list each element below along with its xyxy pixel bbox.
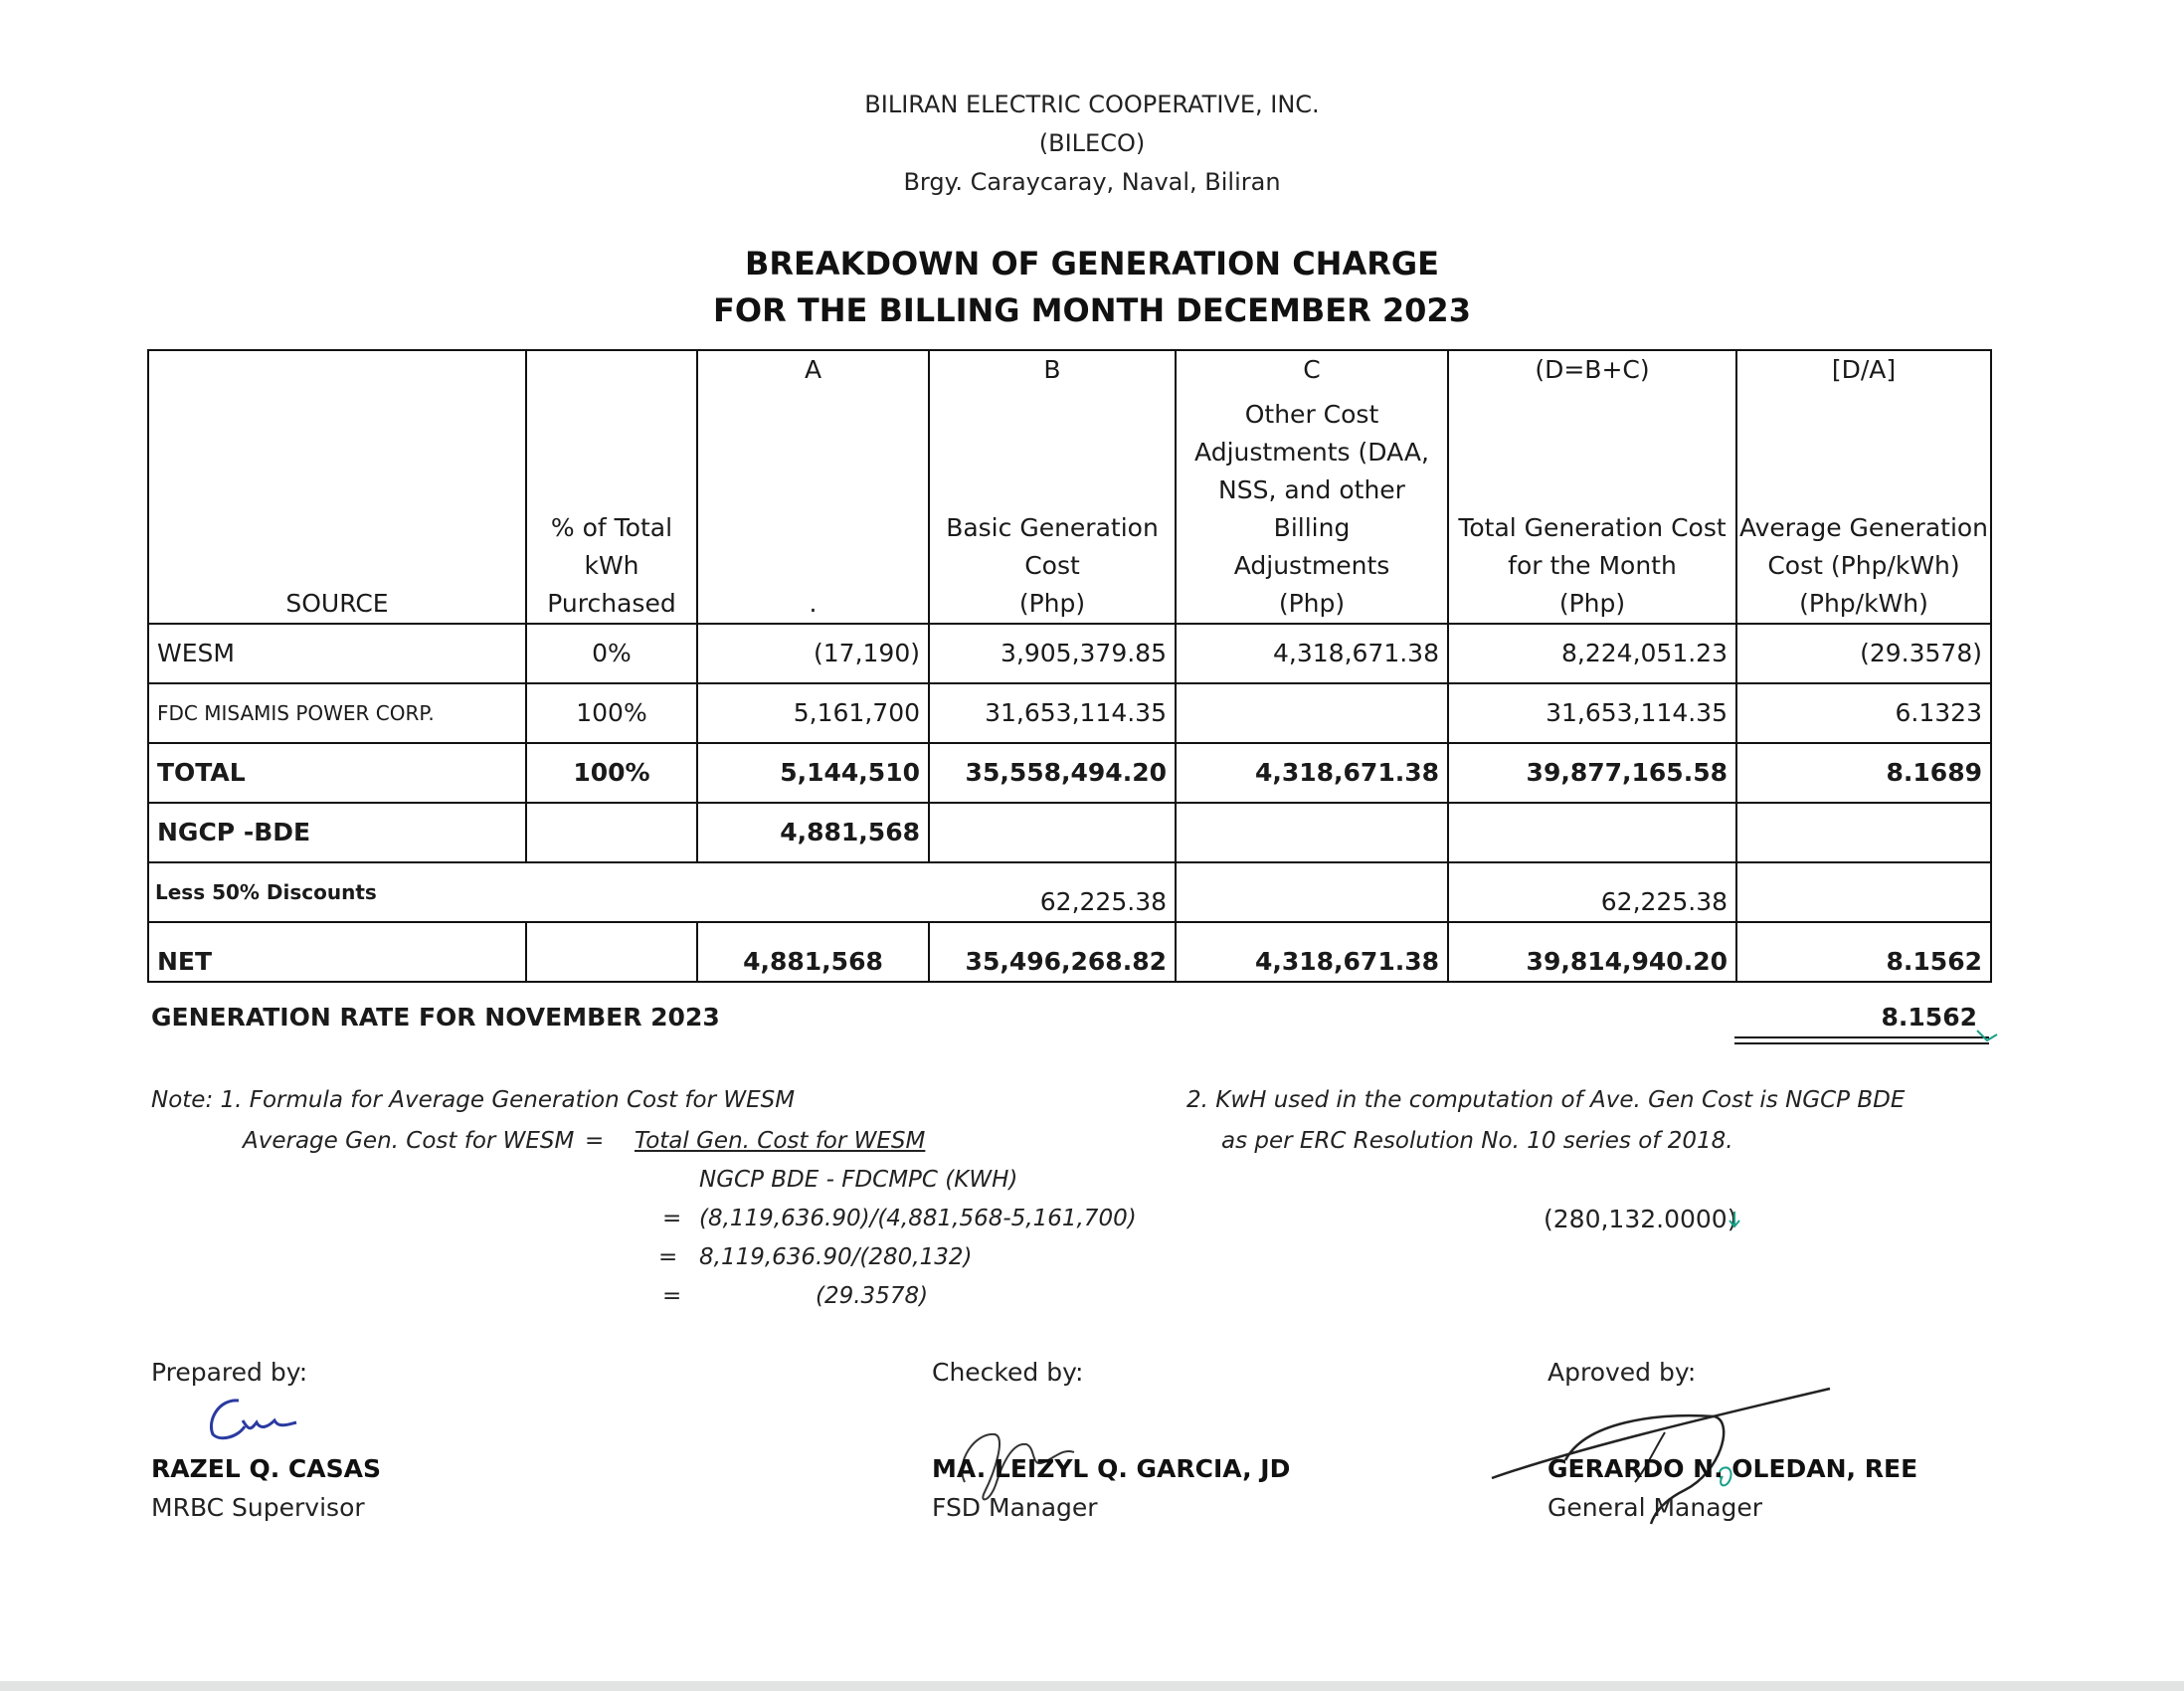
- cell-a: 4,881,568: [697, 803, 929, 862]
- header-col-a: [697, 350, 929, 624]
- prepared-by-label: Prepared by:: [151, 1358, 308, 1387]
- double-underline-top: [1734, 1036, 1989, 1038]
- cell-b: 62,225.38: [1039, 887, 1167, 916]
- header-c-line4: Adjustments: [1233, 551, 1390, 580]
- header-a-dot: .: [809, 589, 818, 618]
- document-title-line2: FOR THE BILLING MONTH DECEMBER 2023: [713, 291, 1471, 329]
- cell-d: [1448, 803, 1736, 862]
- note1-step3: (29.3578): [816, 1283, 929, 1309]
- header-b-line2: Cost: [1024, 551, 1080, 580]
- table-row-fdc: [148, 683, 1991, 743]
- cell-d: 39,814,940.20: [1448, 922, 1736, 982]
- cell-e: (29.3578): [1736, 624, 1991, 683]
- table-row-total: [148, 743, 1991, 803]
- col-letter-b: B: [1043, 355, 1061, 384]
- cell-b: 35,558,494.20: [929, 743, 1176, 803]
- table-header-row: [148, 350, 1991, 624]
- cell-d: 8,224,051.23: [1448, 624, 1736, 683]
- header-d-line1: Total Generation Cost: [1458, 513, 1727, 542]
- header-e-line2: Cost (Php/kWh): [1767, 551, 1960, 580]
- header-col-c: [1176, 350, 1448, 624]
- cell-b: [929, 803, 1176, 862]
- note1-numerator: Total Gen. Cost for WESM: [635, 1128, 926, 1154]
- cell-pct: [526, 803, 697, 862]
- checked-by-title: FSD Manager: [932, 1493, 1098, 1522]
- company-name: BILIRAN ELECTRIC COOPERATIVE, INC.: [864, 91, 1320, 118]
- note1-eq2: =: [662, 1206, 682, 1231]
- generation-charge-table: [147, 349, 1992, 983]
- note2-line1: 2. KwH used in the computation of Ave. Gen Cost is NGCP BDE: [1186, 1087, 1906, 1113]
- cell-a: 5,144,510: [697, 743, 929, 803]
- table-row-less-discounts: [148, 862, 1991, 922]
- cell-pct: [526, 922, 697, 982]
- document-title-line1: BREAKDOWN OF GENERATION CHARGE: [745, 245, 1439, 282]
- cell-pct: 100%: [526, 743, 697, 803]
- note1-denominator: NGCP BDE - FDCMPC (KWH): [699, 1167, 1018, 1193]
- checked-by-label: Checked by:: [932, 1358, 1084, 1387]
- header-c-line5: (Php): [1278, 589, 1346, 618]
- prepared-by-name: RAZEL Q. CASAS: [151, 1454, 381, 1483]
- note1-eq3: =: [658, 1244, 678, 1270]
- note2-value: (280,132.0000): [1544, 1205, 1737, 1233]
- note1-title: Note: 1. Formula for Average Generation Cost for WESM: [151, 1087, 796, 1113]
- scan-edge: [0, 1681, 2184, 1691]
- cell-e: 8.1562: [1736, 922, 1991, 982]
- double-underline-bottom: [1734, 1042, 1989, 1044]
- note1-step1: (8,119,636.90)/(4,881,568-5,161,700): [699, 1206, 1137, 1231]
- header-col-e: [1736, 350, 1991, 624]
- header-b-line3: (Php): [1018, 589, 1086, 618]
- cell-source: TOTAL: [148, 743, 526, 803]
- cell-e: 6.1323: [1736, 683, 1991, 743]
- col-letter-c: C: [1303, 355, 1321, 384]
- approved-by-label: Aproved by:: [1547, 1358, 1697, 1387]
- cell-c: [1176, 862, 1448, 922]
- note1-eq4: =: [662, 1283, 682, 1309]
- cell-source: FDC MISAMIS POWER CORP.: [148, 683, 526, 743]
- header-source: [148, 350, 526, 624]
- table-row-net: [148, 922, 1991, 982]
- col-letter-d: (D=B+C): [1535, 355, 1650, 384]
- header-c-line3: NSS, and other Billing: [1218, 475, 1405, 542]
- arrow-down-icon: [1728, 1210, 1741, 1229]
- cell-d: 31,653,114.35: [1448, 683, 1736, 743]
- header-pct-line1: % of Total: [550, 513, 673, 542]
- cell-c: 4,318,671.38: [1176, 624, 1448, 683]
- cell-e: [1736, 803, 1991, 862]
- cell-source: WESM: [148, 624, 526, 683]
- cell-b: 35,496,268.82: [929, 922, 1176, 982]
- col-letter-e: [D/A]: [1831, 355, 1897, 384]
- prepared-by-title: MRBC Supervisor: [151, 1493, 365, 1522]
- header-d-line3: (Php): [1558, 589, 1626, 618]
- col-letter-a: A: [804, 355, 822, 384]
- cell-a: 4,881,568: [697, 922, 929, 982]
- header-col-d: [1448, 350, 1736, 624]
- cell-less-merged: [148, 862, 1176, 922]
- note2-line2: as per ERC Resolution No. 10 series of 2018.: [1221, 1128, 1733, 1154]
- cell-source: Less 50% Discounts: [155, 880, 377, 904]
- approved-by-name: GERARDO N. OLEDAN, REE: [1547, 1454, 1918, 1483]
- table-row-wesm: [148, 624, 1991, 683]
- cell-c: 4,318,671.38: [1176, 922, 1448, 982]
- header-e-line3: (Php/kWh): [1799, 589, 1928, 618]
- cell-a: 5,161,700: [697, 683, 929, 743]
- cell-e: 8.1689: [1736, 743, 1991, 803]
- header-b-line1: Basic Generation: [946, 513, 1159, 542]
- cell-a: (17,190): [697, 624, 929, 683]
- company-address: Brgy. Caraycaray, Naval, Biliran: [903, 168, 1281, 196]
- note1-lhs: Average Gen. Cost for WESM: [243, 1128, 575, 1154]
- company-abbr: (BILECO): [1038, 129, 1146, 157]
- generation-rate-value: 8.1562: [1881, 1003, 1977, 1032]
- cell-b: 31,653,114.35: [929, 683, 1176, 743]
- header-e-line1: Average Generation: [1738, 513, 1989, 542]
- header-pct-line3: Purchased: [547, 589, 676, 618]
- header-pct-line2: kWh: [584, 551, 639, 580]
- cell-b: 3,905,379.85: [929, 624, 1176, 683]
- generation-rate-label: GENERATION RATE FOR NOVEMBER 2023: [151, 1003, 720, 1032]
- checked-by-name: MA. LEIZYL Q. GARCIA, JD: [932, 1454, 1291, 1483]
- check-tick-icon: [1975, 1027, 2001, 1044]
- cell-c: 4,318,671.38: [1176, 743, 1448, 803]
- table-row-ngcp: [148, 803, 1991, 862]
- cell-d: 62,225.38: [1448, 862, 1736, 922]
- header-c-line2: Adjustments (DAA,: [1194, 438, 1429, 467]
- cell-pct: 0%: [526, 624, 697, 683]
- header-c-line1: Other Cost: [1244, 400, 1379, 429]
- note1-step2: 8,119,636.90/(280,132): [699, 1244, 973, 1270]
- cell-source: NET: [148, 922, 526, 982]
- cell-pct: 100%: [526, 683, 697, 743]
- header-col-b: [929, 350, 1176, 624]
- cell-c: [1176, 683, 1448, 743]
- note1-eq: =: [585, 1128, 605, 1154]
- signature-casas: [199, 1391, 308, 1446]
- header-pct: [526, 350, 697, 624]
- header-source-label: SOURCE: [285, 589, 389, 618]
- cell-c: [1176, 803, 1448, 862]
- cell-source: NGCP -BDE: [148, 803, 526, 862]
- approved-by-title: General Manager: [1547, 1493, 1763, 1522]
- cell-d: 39,877,165.58: [1448, 743, 1736, 803]
- cell-e: [1736, 862, 1991, 922]
- header-d-line2: for the Month: [1508, 551, 1677, 580]
